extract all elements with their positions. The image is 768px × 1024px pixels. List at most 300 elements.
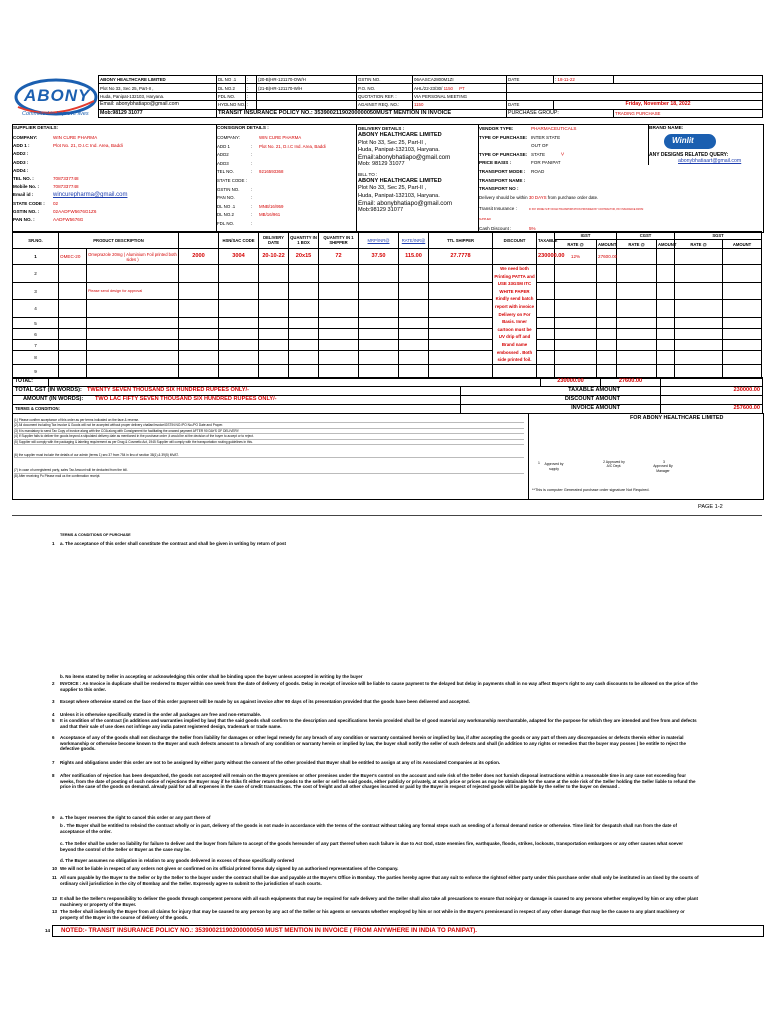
po-label: P.O. NO. <box>357 84 413 92</box>
consignor-row <box>217 194 357 203</box>
page-number: PAGE 1-2 <box>698 504 723 510</box>
consignor-dl1-label: DL NO .1 <box>217 203 236 209</box>
consignor-add2-sep: : <box>251 152 253 158</box>
row1-discount <box>493 249 537 265</box>
items-table <box>12 231 762 379</box>
row1-hsn: 3004 <box>219 249 259 265</box>
row1-sr: 1 <box>13 249 59 265</box>
delivery-address-2: Huda, Panipat-132103, Haryana. <box>358 146 440 153</box>
purchase-type2-label: TYPE OF PURCHASE: <box>479 151 528 157</box>
dl2-sep: : <box>246 84 257 92</box>
transit-insurance-value: IF PAY MODE IS BY ROAD TRANSPORTATION PROVIDED BY CONTRACTOR, PAY INSURANCE FROM SUPPLIER <box>479 208 644 221</box>
delivery-title: DELIVERY DETAILS : <box>358 126 405 131</box>
consignor-row <box>217 186 357 195</box>
logo-brand: ABONY <box>24 86 91 105</box>
discount-amount-value <box>661 396 763 405</box>
vendor-row <box>479 168 647 177</box>
consignor-gstin-sep: : <box>251 186 253 192</box>
supplier-add1-label: ADD 1 : <box>13 143 30 149</box>
supplier-pan-value: AADFW5676G <box>53 217 84 223</box>
consignor-gstin-label: GSTIN NO. <box>217 186 240 192</box>
col-qty-box-header: QUANTITY IN 1 BOX <box>289 232 319 249</box>
bill-to-title: BILL TO : <box>358 171 378 177</box>
row1-rate: 115.00 <box>399 249 429 265</box>
dl1-sep: : <box>246 76 257 84</box>
supplier-row <box>13 159 215 167</box>
computer-generated-note: **This is computer Generated purchase order signature Not Required. <box>532 488 650 492</box>
clause-text: After notification of rejection has been despatched, the goods not accepted will remain on the Buyers premises or other premises under the Buyer's control on the account and sole risk of the Seller does not furnish disposal instructions within a reasonable time in any case not exceeding four weeks, from the date of posting of such notice of rejections the Buyer may if he thiks fit either return the goods to the seller or sell the said goods, either publicly or privately, at such price or prices as may be obtainable for the same at the sole risk of the Seller holding the Seller liable to refund the price in the case of the goods on demand. already paid for ad all expenses in the case of credit transactions. The cost of freight and all other charges incurred or paid by the Buyer in respect of rejected goods will be payable by the seller to the buyer on demand . <box>60 773 696 790</box>
bill-to-name: ABONY HEALTHCARE LIMITED <box>358 178 442 185</box>
transport-no-label: TRANSPORT NO : <box>479 186 519 192</box>
vendor-details <box>479 125 647 230</box>
transit-insurance-note: NOTED:- TRANSIT INSURANCE POLICY NO.: 35390021190200000050 MUST MENTION IN INVOICE ( FROM ANYWHERE IN INDIA TO PANIPAT). <box>61 927 478 934</box>
hydl-label: HYDLNO NO. <box>218 102 246 108</box>
clause-number: 5 <box>52 718 55 723</box>
supplier-row <box>13 191 215 199</box>
clause-6 <box>52 735 700 752</box>
consignor-dl1-sep: : <box>251 203 253 209</box>
sgst-amount-header: AMOUNT <box>723 240 762 249</box>
consignor-fdl-label: FDL NO. <box>217 220 235 226</box>
blank-cell <box>507 84 763 92</box>
col-rate-header: RATE/INR@ <box>399 232 429 249</box>
brand-panel <box>648 125 762 165</box>
row9-sr: 9 <box>13 364 59 378</box>
clause-8 <box>52 773 700 790</box>
clause-13 <box>52 909 700 920</box>
supplier-add3-label: ADD3 : <box>13 159 29 165</box>
supplier-company-value: WIN CURE PHARMA <box>53 135 98 140</box>
cgst-amount-header: AMOUNT <box>658 241 677 247</box>
consignor-row <box>217 220 357 229</box>
sig1-label: Approved by supply <box>544 462 564 471</box>
supplier-row <box>13 134 215 142</box>
design-query-email[interactable]: abonybhatiaart@gmail.com <box>678 158 742 164</box>
tc-line: (1) Please confirm acceptance of this order as per terms indicated on the face & reverse. <box>14 418 524 423</box>
supplier-row <box>13 142 215 150</box>
amount-words-label: AMOUNT (IN WORDS): <box>23 396 84 403</box>
company-name: ABONY HEALTHCARE LIMITED <box>99 76 217 84</box>
delivery-note-pre: Delivery should be within <box>479 194 528 200</box>
row1-mrp: 37.50 <box>359 249 399 265</box>
col-description-header: PRODUCT DESCRIPTION <box>59 232 179 249</box>
row1-ttl-shipper: 27.7778 <box>429 249 493 265</box>
consignor-fdl-sep: : <box>251 220 253 226</box>
total-label: TOTAL: <box>13 378 49 387</box>
row1-cgst-rate <box>617 249 657 265</box>
tc-line: (5) Supplier will comply with the packaging & labeling requirement as per Drug & Cosmetic Act, 1945 Supplier will comply with the transportation routing guidelines in this. <box>14 440 524 445</box>
clause-number: 4 <box>52 712 55 717</box>
supplier-row <box>13 200 215 208</box>
clause-number: 2 <box>52 681 55 686</box>
vendor-row <box>479 159 647 168</box>
supplier-row <box>13 167 215 175</box>
row1-sgst-amount <box>723 249 762 265</box>
cash-discount-value: 5% <box>529 225 536 231</box>
date-label: DATE <box>507 76 554 84</box>
bill-to-mobile: Mob:98129 31077 <box>358 207 404 214</box>
clause-text: b . The Buyer shall be entitled to rebsind the contract wholly or in part, delivery of the goods is not made in accordance with the terms of the contract without taking any formal steps such as sending of a formal demand notice or otherwise. Time limit for despatch shall run from the date of acceptance of the order. <box>60 823 678 834</box>
clause-number: 9 <box>52 815 55 820</box>
bill-to-address-1: Plot No 33, Sec 25, Part-II , <box>358 185 427 192</box>
date2-label: DATE <box>507 101 554 109</box>
purchase-type-label: TYPE OF PURCHASE: <box>479 134 528 140</box>
transport-mode-value: ROAD <box>531 168 545 174</box>
bill-to-email: Email: abonybhatiapo@gmail.com <box>358 199 452 207</box>
supplier-state-value: 02 <box>53 200 59 206</box>
brand-logo-text: Winlit <box>672 136 694 145</box>
sig2-number: 2 Approved by <box>603 460 625 464</box>
purchase-type-value: INTER STATE <box>531 134 561 140</box>
row1-sgst-rate <box>675 249 723 265</box>
col-taxable-header: TAXABLE <box>537 232 555 249</box>
clause-9b <box>60 823 700 834</box>
amount-words-value: TWO LAC FIFTY SEVEN THOUSAND SIX HUNDRED RUPEES ONLY/- <box>95 396 277 403</box>
delivery-details <box>358 125 478 230</box>
col-mrp-header: MRP/INR@ <box>359 232 399 249</box>
clause-number: 3 <box>52 699 55 704</box>
purchase-group-value: TRADING PURCHASE <box>614 109 763 117</box>
fdl-label: FDL NO. <box>217 92 246 100</box>
purchase-group-label: PURCHASE GROUP: <box>507 109 614 117</box>
supplier-row <box>13 216 215 224</box>
dl1-label: DL NO .1 <box>217 76 246 84</box>
clause-text: Unless it is otherwise specifically stated in the order all packages are free and non-returnable. <box>60 712 262 717</box>
purchase-type2-mark: V <box>561 151 565 157</box>
clause-text: It is condition of the contract (in additions and warranties implied by law) that the said goods shall confirm to the description and specifications herein provided shall be of good material any workmanship merchantable, adapted for the purpose for which they are intended and free from and defects and that their sale of use does not infringe any india patent registered design, trademark or trade name. <box>60 718 697 729</box>
company-address-2: Huda, Panipat-132103, Haryana. <box>99 92 217 100</box>
po-number: 1150 <box>443 85 454 91</box>
gstin-label: GSTIN NO. <box>357 76 413 84</box>
clause-14-box <box>45 925 764 937</box>
quotation-value: VIA PERSONAL MEETING <box>413 92 507 100</box>
terms-condition-label: TERMS & CONDITION: <box>13 405 461 414</box>
clause-text: It shall be the Seller's responsibility to deliver the goods through competent persons with all such equipments that may be required for safe delivery and the Seller shall also take all precautions to ensure that noinjury or damage is caused to any persons whether employed by him or any other plant machinery or property of the Buyer. <box>60 896 698 907</box>
consignor-add3-label: ADD3 <box>217 160 229 166</box>
consignor-details <box>217 125 357 230</box>
cgst-header: CGST <box>617 232 675 240</box>
transit-insurance-label: Transit Insurance : <box>479 206 517 212</box>
supplier-gstin-value: 02AADFW5676G1Z6 <box>53 208 97 214</box>
consignor-state-label: STATE CODE : <box>217 177 247 183</box>
row1-cgst-amount <box>657 249 675 265</box>
col-delivery-header: DELIVERY DATE <box>259 232 289 249</box>
po-suffix: PT <box>459 85 465 91</box>
supplier-gstin-label: GSTIN NO. : <box>13 208 40 214</box>
supplier-details <box>13 125 213 230</box>
sgst-header: SGST <box>675 232 762 240</box>
supplier-email-label: Email id : <box>13 192 34 198</box>
delivery-email: Email:abonybhatiapo@gmail.com <box>358 154 451 162</box>
consignor-dl2-sep: : <box>251 212 253 218</box>
consignor-tel-value: 9216593368 <box>259 169 284 175</box>
clause-number: 1 <box>52 541 55 546</box>
clause-text: Acceptance of any of the goods shall not discharge the Seller from liability for damages or other legal remedy for any breach of any condition or warranty contained herein or implied by law, if after accepting the goods or any part of them any discrepancies or defects therein either in material workmanship or otherwise become known to the Buyer and such defects amount to a breach of any condition or warranty herein or implied by law, the buyer shall notify the seller of such defects and shall (in addition to any rights or remedies that the buyer may posses ) be entitle to reject the defective goods. <box>60 735 686 752</box>
delivery-note-post: from purchase order date. <box>547 194 599 200</box>
table-row <box>13 300 762 318</box>
supplier-row <box>13 150 215 158</box>
consignor-pan-sep: : <box>251 195 253 201</box>
supplier-add1-value: Plot No. 21, D.I.C Ind. Area, Baddi <box>53 143 123 149</box>
dl2-label: DL NO.2 <box>217 84 246 92</box>
row1-taxable: 230000.00 <box>537 249 555 265</box>
supplier-company-label: COMPANY: <box>13 135 38 140</box>
tc-line: (8) After receiving Po Please mail us the confirmation receipt. <box>14 473 101 478</box>
cgst-rate-header: RATE @ <box>617 240 657 249</box>
fdl-value <box>257 92 357 100</box>
row2-sr: 2 <box>13 265 59 283</box>
for-company-label: FOR ABONY HEALTHCARE LIMITED <box>630 415 724 421</box>
gst-words-cell <box>13 387 461 396</box>
delivery-name: ABONY HEALTHCARE LIMITED <box>358 132 442 139</box>
hydl-sep: : <box>246 101 257 109</box>
clause-5 <box>52 718 700 729</box>
taxable-amount-value: 230000.00 <box>661 387 763 396</box>
consignor-add1-sep: : <box>251 143 253 149</box>
dl1-value: (20-B)HR-121170-OW/H <box>257 76 357 84</box>
dl2-value: (21-B)HR-121170-W/H <box>257 84 357 92</box>
total-taxable: 230000.00 <box>541 378 601 387</box>
consignor-row <box>217 134 357 143</box>
amount-words-cell <box>13 396 461 405</box>
supplier-mobile-value: 7087337748 <box>53 184 79 190</box>
consignor-row <box>217 168 357 177</box>
row3-sr: 3 <box>13 282 59 300</box>
col-hsn-header: HSN/SAC CODE <box>219 232 259 249</box>
vendor-row <box>479 185 647 194</box>
supplier-pan-label: PAN NO. : <box>13 217 35 223</box>
po-value: AHL/22-23/30/ <box>414 85 443 91</box>
transport-name-label: TRANSPORT NAME : <box>479 177 526 183</box>
row1-code: OMEC-20 <box>59 249 87 265</box>
company-address-1: Plot No 33, Sec 25, Part-II , <box>99 84 217 92</box>
row3-note: Please send design for approval <box>87 282 179 300</box>
col-discount-header: DISCOUNT <box>493 232 537 249</box>
invoice-amount-label: INVOICE AMOUNT <box>461 405 661 414</box>
req-value: 1150 <box>413 101 507 109</box>
consignor-company-label: COMPANY: <box>217 135 240 140</box>
clause-2 <box>52 681 700 692</box>
clause-text: We will not be liable in respect of any orders not given or confirmed on its official printed forms duly signed by an authorised representatives of the Company. <box>60 866 399 871</box>
company-mobile: Mob:98129 31077 <box>99 109 217 117</box>
supplier-tel-label: TEL NO. : <box>13 176 34 182</box>
row1-qty-box: 20x15 <box>289 249 319 265</box>
consignor-row <box>217 151 357 160</box>
consignor-add1-value: Plot No. 21, D.I.C Ind. Area, Baddi <box>259 143 326 149</box>
table-row <box>13 351 762 364</box>
company-email: Email: abonybhatiapo@gmail.com <box>99 101 217 109</box>
supplier-add2-label: ADD2 : <box>13 151 29 157</box>
clause-text: a. The buyer reserves the right to cancel this order or any part there of <box>60 815 211 820</box>
table-row <box>13 282 762 300</box>
tc-line: (2) All document including Tax invoice & Goods will not be accepted without proper delivery challan/invoice/GSTIN NO./PO No./PO Date and Proper. <box>14 423 524 428</box>
consignor-dl2-label: DL NO.2 <box>217 212 234 218</box>
price-basis-label: PRICE BASIS : <box>479 160 512 166</box>
discount-amount-label: DISCOUNT AMOUNT <box>461 396 661 405</box>
row6-sr: 6 <box>13 329 59 340</box>
clause-number: 14 <box>45 928 51 933</box>
supplier-email-link[interactable]: wincurepharma@gmail.com <box>53 192 128 199</box>
clause-text: Rights and obligations under this order are not to be assigned by either party without the consent of the other provided that Buyer shall be entitled to assign at any of its Associated Companies at its option. <box>60 760 501 765</box>
col-sr-header: SR.NO. <box>13 232 59 249</box>
supplier-tel-value: 7087337748 <box>53 176 79 182</box>
clause-7 <box>52 760 700 766</box>
transport-mode-label: TRANSPORT MODE : <box>479 168 526 174</box>
clause-12 <box>52 896 700 907</box>
bill-to-address-2: Huda, Panipat-132103, Haryana. <box>358 192 440 199</box>
clause-text: Except where otherwise stated on the face of this order payment will be made by us against invoice after 90 days of its presentation provided that the goods have been delivered and accepted. <box>60 699 470 704</box>
sig1-number: 1 <box>538 461 540 465</box>
clause-number: 11 <box>52 875 57 880</box>
po-cell <box>413 84 507 92</box>
req-label: AGAINST REQ. NO.: <box>357 101 413 109</box>
fdl-sep: : <box>246 92 257 100</box>
col-unit-header <box>179 232 219 249</box>
row1-qty: 2000 <box>179 249 219 265</box>
row1-igst-amount: 27600.00 <box>597 249 617 265</box>
clause-number: 7 <box>52 760 55 765</box>
supplier-row <box>13 183 215 191</box>
consignor-tel-label: TEL NO. <box>217 169 234 175</box>
table-row <box>13 318 762 329</box>
igst-header: IGST <box>555 232 617 240</box>
clause-text: a. The acceptance of this order shall constitute the contract and shall be given in writing by return of post <box>60 541 287 546</box>
consignor-row <box>217 177 357 186</box>
clause-3 <box>52 699 700 705</box>
table-row <box>13 265 762 283</box>
consignor-add3-sep: : <box>251 160 253 166</box>
row1-qty-shipper: 72 <box>319 249 359 265</box>
delivery-address-1: Plot No 33, Sec 25, Part-II , <box>358 139 427 146</box>
clause-number: 6 <box>52 735 55 740</box>
tc-line: (6) the supplier must include the details of our admin (terms 1) sec 37 from 754 in lieu of section 38(1) & 39(5) MVAT. <box>14 453 524 458</box>
quotation-label: QUOTATION REF. : <box>357 92 413 100</box>
row8-sr: 8 <box>13 351 59 364</box>
transit-banner: TRANSIT INSURANCE POLICY NO.: 35390021190200000050MUST MENTION IN INVOICE <box>217 109 507 117</box>
vendor-type-label: VENDOR TYPE: <box>479 126 514 131</box>
date-cell <box>554 76 614 84</box>
clause-number: 8 <box>52 773 55 778</box>
delivery-mobile: Mob: 98129 31077 <box>358 161 405 168</box>
consignor-row <box>217 143 357 152</box>
consignor-add2-label: ADD2 <box>217 152 229 158</box>
company-logo <box>12 77 98 123</box>
supplier-state-label: STATE CODE : <box>13 200 45 206</box>
signatures <box>530 458 760 498</box>
clause-10 <box>52 866 700 872</box>
clause-number: 10 <box>52 866 58 871</box>
vendor-row <box>479 177 647 186</box>
table-row <box>13 329 762 340</box>
consignor-dl2-value: MB/16/961 <box>259 212 281 218</box>
clause-number: 12 <box>52 896 58 901</box>
date2-value: Friday, November 18, 2022 <box>554 101 763 109</box>
brand-logo <box>664 134 716 149</box>
igst-amount-header: AMOUNT <box>598 241 617 247</box>
vendor-row <box>479 142 647 159</box>
supplier-row <box>13 208 215 216</box>
tc-lines <box>14 418 524 478</box>
tc-line: (7) In case of unregistered party, sales Tax Amount will be deducted from the bill. <box>14 468 524 473</box>
invoice-amount-value: 257600.00 <box>661 405 763 414</box>
discount-note: We need both Printing PATTA and USE 33GSM ITC WHITE PAPER Kindly send batch report with invoice Delivery on For Basis. Inner cartoon must be UV drip off and Brand name embossed . Both side printed foil. <box>493 265 537 365</box>
clause-text: c. The Seller shall be under no liability for failure to deliver and the buyer from failure to accept of the goods hereunder of any part thereof when such failure is due to Act God, state enemies fire, earthquake, floods, strikes, lockouts, transportation embargoes or any other causes what soever beyond the control of the Seller or Buyer as the case may be. <box>60 841 683 852</box>
table-row <box>13 340 762 351</box>
design-query-label: ANY DESIGNS RELATED QUERY: <box>649 152 729 158</box>
header-table <box>98 75 763 118</box>
sig3-label: Approved By Manager <box>653 464 673 473</box>
sgst-rate-header: RATE @ <box>675 240 723 249</box>
blank-cell <box>614 76 763 84</box>
gst-words-label: TOTAL GST (IN WORDS): <box>15 387 82 394</box>
row1-description: Omeprazole 20mg ( Aluminium Foil printed both sides ) <box>87 249 179 265</box>
table-row <box>13 249 762 265</box>
vendor-row <box>479 125 647 134</box>
gst-words-value: TWENTY SEVEN THOUSAND SIX HUNDRED RUPEES ONLY/- <box>87 387 249 394</box>
clause-1 <box>52 541 700 547</box>
hydl-value <box>257 101 357 109</box>
clause-1b <box>60 674 700 680</box>
brand-name-label: BRAND NAME: <box>649 126 684 131</box>
purchase-type2-value: OUT OF STATE <box>531 143 549 157</box>
consignor-dl1-value: MNB/16/959 <box>259 203 284 209</box>
consignor-add1-label: ADD 1 <box>217 143 230 149</box>
supplier-row <box>13 175 215 183</box>
date-value: 18-11-22 <box>557 77 575 83</box>
row1-delivery-date: 20-10-22 <box>259 249 289 265</box>
consignor-tel-sep: : <box>251 169 253 175</box>
row7-sr: 7 <box>13 340 59 351</box>
clause-text: The Seller shall indemnify the Buyer from all claims for injury that may be caused to any person by any act of the Seller or his agents or servants whether employed by him or not while in the Buyer's premisesand in respect of any other damage that may be the cause to any plant machinery or property of the Buyer in the course of delivery of the goods. <box>60 909 685 920</box>
consignor-pan-label: PAN NO. <box>217 195 235 201</box>
row1-igst-rate: 12% <box>555 249 597 265</box>
supplier-add4-label: ADD4 : <box>13 167 29 173</box>
blank-cell <box>507 92 763 100</box>
clause-text: All sum payable by the Buyer to the Seller or by the Seller to the buyer under the contract shall be due and payable at the Buyer's Office in Bombay. The parties hereby agree that any suit to enforce the rightsof either party under this purchase order shall only be instituted in an tined by the courts of ordinary civil jurisdiction in the city of Bombay and the Seller. Expressly agree to submit to the jurisdiction of such courts. <box>60 875 699 886</box>
consignor-title: CONSIGNOR DETAILS : <box>217 125 269 130</box>
tc-line: (4) If Supplier fails to deliver the goods beyond a stipulated delivery date as mentioned in the purchase order ,it would be at the decision of the buyer to accept or to reject. <box>14 434 524 439</box>
cash-discount-label: Cash Discount : <box>479 225 512 231</box>
clause-text: d. The Buyer assumes no obligation in relation to any goods delivered in excess of those specifically ordered <box>60 858 295 863</box>
clause-text: b. No items stated by Seller in accepting or acknowledging this order shall be binding upon the buyer unless accepted in writing by the buyer <box>60 674 363 679</box>
logo-tagline: Committed to Improve lives <box>22 111 89 117</box>
totals-table <box>12 377 763 414</box>
supplier-title: SUPPLIER DETAILS: <box>13 125 59 130</box>
clause-11 <box>52 875 700 886</box>
row4-sr: 4 <box>13 300 59 318</box>
vendor-row <box>479 205 647 224</box>
total-igst: 27600.00 <box>601 378 661 387</box>
col-ttl-header: TTL SHIPPER <box>429 232 493 249</box>
vendor-row <box>479 134 647 143</box>
clause-number: 13 <box>52 909 58 914</box>
delivery-days: 30 DAYS <box>528 194 547 200</box>
date-sep: : <box>555 77 557 83</box>
clause-text: INVOICE : An Invoice in duplicate shall be rendered to Buyer within one week from the date of delivery of goods. Delay in receipt of invoice will be liable to cause payment to the delayed but delay in payments shall in no way affect Buyer's right to any cash discounts to be allowed on the price of the supplier to this order. <box>60 681 698 692</box>
tc-line: (3) It is mandatory to send Tax Copy of invoice along with the COA along with Consignment for facilitating the onward payment AFTER 90 DAYS OF DELIVERY. <box>14 429 524 434</box>
row5-sr: 5 <box>13 318 59 329</box>
vendor-row <box>479 194 647 203</box>
consignor-row <box>217 160 357 169</box>
col-qty-shipper-header: QUANTITY IN 1 SHIPPER <box>319 232 359 249</box>
price-basis-value: FOR PANIPAT <box>531 160 561 166</box>
taxable-amount-label: TAXABLE AMOUNT <box>461 387 661 396</box>
gstin-value: 06AASCA2800M1ZI <box>413 76 507 84</box>
sig3-number: 3 <box>663 460 665 464</box>
clause-9d <box>60 858 700 864</box>
consignor-row <box>217 211 357 220</box>
igst-rate-header: RATE @ <box>555 240 597 249</box>
